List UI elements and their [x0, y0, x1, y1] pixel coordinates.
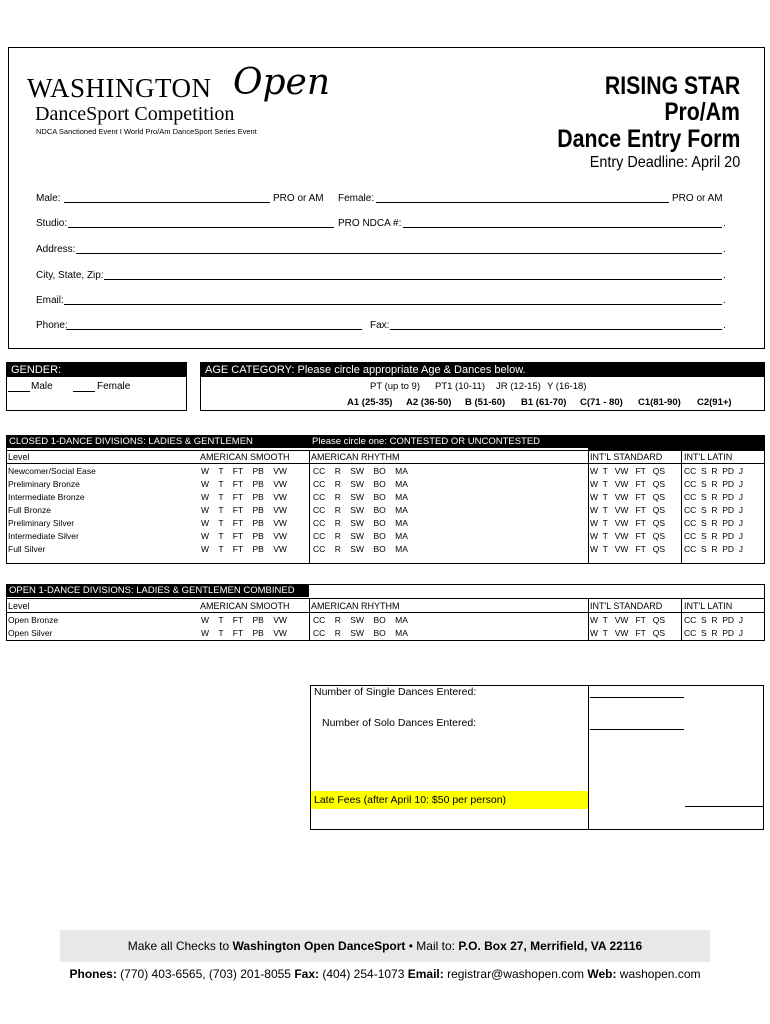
contested-note: Please circle one: CONTESTED OR UNCONTESTED: [309, 435, 588, 448]
phones-label: Phones:: [69, 967, 117, 981]
age-option-y[interactable]: Y (16-18): [547, 381, 587, 392]
city-state-zip-field[interactable]: [104, 271, 722, 280]
pro-ndca-field[interactable]: [403, 219, 722, 228]
fax-contact-value: (404) 254-1073: [319, 967, 408, 981]
open-row-smooth-dances[interactable]: W T FT PB VW: [201, 628, 287, 638]
closed-row-level-label: Full Silver: [8, 544, 46, 554]
closed-row-latin-dances[interactable]: CC S R PD J: [684, 479, 744, 489]
age-option-pt[interactable]: PT (up to 9): [370, 381, 420, 392]
col-divider: [309, 598, 310, 641]
closed-row-rhythm-dances[interactable]: CC R SW BO MA: [313, 531, 408, 541]
age-option-c[interactable]: C(71 - 80): [580, 397, 623, 408]
age-option-b[interactable]: B (51-60): [465, 397, 506, 408]
male-pro-or-am: PRO or AM: [273, 193, 324, 204]
gender-heading: GENDER:: [7, 363, 186, 377]
closed-row-standard-dances[interactable]: W T VW FT QS: [590, 479, 666, 489]
email-contact-value[interactable]: registrar@washopen.com: [443, 967, 588, 981]
single-dances-field[interactable]: [590, 697, 684, 698]
logo-open-script: Open: [233, 62, 331, 103]
field-end-dot: .: [723, 244, 726, 255]
open-divisions-heading: OPEN 1-DANCE DIVISIONS: LADIES & GENTLEMEN COMBINED: [6, 584, 309, 597]
solo-dances-field[interactable]: [590, 729, 684, 730]
email-contact-label: Email:: [407, 967, 444, 981]
late-fees-label: Late Fees (after April 10: $50 per person): [314, 794, 507, 806]
closed-row-latin-dances[interactable]: CC S R PD J: [684, 518, 744, 528]
open-row-rhythm-dances[interactable]: CC R SW BO MA: [313, 628, 408, 638]
pro-ndca-label: PRO NDCA #:: [338, 218, 402, 229]
late-fees-field[interactable]: [685, 806, 764, 807]
city-state-zip-label: City, State, Zip:: [36, 270, 104, 281]
age-category-heading: AGE CATEGORY: Please circle appropriate Age & Dances below.: [201, 363, 764, 377]
logo-tagline: NDCA Sanctioned Event I World Pro/Am DanceSport Series Event: [36, 127, 257, 136]
solo-dances-label: Number of Solo Dances Entered:: [322, 717, 477, 729]
entry-deadline: Entry Deadline: April 20: [589, 154, 740, 171]
open-latin-header: INT'L LATIN: [684, 601, 733, 611]
age-option-jr[interactable]: JR (12-15): [496, 381, 541, 392]
closed-row-standard-dances[interactable]: W T VW FT QS: [590, 466, 666, 476]
field-end-dot: .: [723, 320, 726, 331]
female-label: Female:: [338, 193, 375, 204]
mail-prefix: • Mail to:: [405, 939, 459, 953]
open-heading-rule: [6, 598, 765, 599]
field-end-dot: .: [723, 295, 726, 306]
closed-smooth-header: AMERICAN SMOOTH: [200, 452, 290, 462]
closed-row-smooth-dances[interactable]: W T FT PB VW: [201, 466, 287, 476]
closed-row-smooth-dances[interactable]: W T FT PB VW: [201, 492, 287, 502]
field-end-dot: .: [723, 270, 726, 281]
closed-heading-fill: [588, 435, 765, 450]
closed-row-level-label: Intermediate Bronze: [8, 492, 85, 502]
closed-row-rhythm-dances[interactable]: CC R SW BO MA: [313, 492, 408, 502]
open-smooth-header: AMERICAN SMOOTH: [200, 601, 290, 611]
closed-row-smooth-dances[interactable]: W T FT PB VW: [201, 518, 287, 528]
closed-rhythm-header: AMERICAN RHYTHM: [311, 452, 400, 462]
open-colhead-rule: [6, 612, 765, 613]
closed-row-level-label: Preliminary Bronze: [8, 479, 80, 489]
closed-row-standard-dances[interactable]: W T VW FT QS: [590, 544, 666, 554]
closed-row-rhythm-dances[interactable]: CC R SW BO MA: [313, 505, 408, 515]
form-title-line-1: RISING STAR: [604, 72, 740, 100]
open-rhythm-header: AMERICAN RHYTHM: [311, 601, 400, 611]
closed-row-latin-dances[interactable]: CC S R PD J: [684, 544, 744, 554]
closed-colhead-rule: [6, 463, 765, 464]
fax-contact-label: Fax:: [294, 967, 319, 981]
contact-line: [0, 967, 770, 981]
age-option-a2[interactable]: A2 (36-50): [406, 397, 452, 408]
female-pro-or-am: PRO or AM: [672, 193, 723, 204]
web-value[interactable]: washopen.com: [616, 967, 701, 981]
age-option-a1[interactable]: A1 (25-35): [347, 397, 393, 408]
open-row-level-label: Open Silver: [8, 628, 53, 638]
closed-row-smooth-dances[interactable]: W T FT PB VW: [201, 544, 287, 554]
closed-row-latin-dances[interactable]: CC S R PD J: [684, 531, 744, 541]
closed-row-rhythm-dances[interactable]: CC R SW BO MA: [313, 466, 408, 476]
closed-row-standard-dances[interactable]: W T VW FT QS: [590, 531, 666, 541]
closed-row-latin-dances[interactable]: CC S R PD J: [684, 466, 744, 476]
logo-subtitle: DanceSport Competition: [35, 103, 235, 125]
age-option-c1[interactable]: C1(81-90): [638, 397, 681, 408]
logo-wordmark: WASHINGTON: [27, 73, 212, 103]
closed-row-rhythm-dances[interactable]: CC R SW BO MA: [313, 479, 408, 489]
field-end-dot: .: [723, 218, 726, 229]
open-row-standard-dances[interactable]: W T VW FT QS: [590, 628, 666, 638]
closed-row-rhythm-dances[interactable]: CC R SW BO MA: [313, 544, 408, 554]
age-option-c2[interactable]: C2(91+): [697, 397, 732, 408]
gender-male-label: Male: [31, 381, 53, 392]
single-dances-label: Number of Single Dances Entered:: [314, 686, 477, 698]
open-row-rhythm-dances[interactable]: CC R SW BO MA: [313, 615, 408, 625]
closed-level-header: Level: [8, 452, 30, 462]
open-row-latin-dances[interactable]: CC S R PD J: [684, 615, 744, 625]
closed-row-rhythm-dances[interactable]: CC R SW BO MA: [313, 518, 408, 528]
gender-male-blank[interactable]: [8, 391, 30, 392]
fax-label: Fax:: [370, 320, 390, 331]
payment-instructions: [60, 939, 710, 953]
mail-address: P.O. Box 27, Merrifield, VA 22116: [458, 939, 643, 953]
closed-row-smooth-dances[interactable]: W T FT PB VW: [201, 531, 287, 541]
open-row-level-label: Open Bronze: [8, 615, 59, 625]
closed-row-standard-dances[interactable]: W T VW FT QS: [590, 518, 666, 528]
male-label: Male:: [36, 193, 61, 204]
open-row-smooth-dances[interactable]: W T FT PB VW: [201, 615, 287, 625]
male-field[interactable]: [64, 194, 270, 203]
open-row-latin-dances[interactable]: CC S R PD J: [684, 628, 744, 638]
closed-row-standard-dances[interactable]: W T VW FT QS: [590, 505, 666, 515]
address-label: Address:: [36, 244, 76, 255]
address-field[interactable]: [76, 245, 722, 254]
phones-value: (770) 403-6565, (703) 201-8055: [116, 967, 295, 981]
form-title-line-3: Dance Entry Form: [556, 125, 740, 153]
col-divider: [588, 450, 589, 564]
summary-divider: [588, 685, 589, 830]
closed-row-level-label: Preliminary Silver: [8, 518, 75, 528]
col-divider: [681, 598, 682, 641]
closed-latin-header: INT'L LATIN: [684, 452, 733, 462]
female-field[interactable]: [376, 194, 669, 203]
phone-label: Phone:: [36, 320, 68, 331]
col-divider: [681, 450, 682, 564]
fax-field[interactable]: [390, 321, 722, 330]
studio-field[interactable]: [68, 219, 334, 228]
closed-divisions-heading: CLOSED 1-DANCE DIVISIONS: LADIES & GENTLEMEN: [6, 435, 309, 448]
studio-label: Studio:: [36, 218, 68, 229]
web-label: Web:: [587, 967, 617, 981]
checks-payee: Washington Open DanceSport: [232, 939, 406, 953]
checks-prefix: Make all Checks to: [127, 939, 233, 953]
gender-female-blank[interactable]: [73, 391, 95, 392]
closed-row-latin-dances[interactable]: CC S R PD J: [684, 492, 744, 502]
open-level-header: Level: [8, 601, 30, 611]
email-label: Email:: [36, 295, 64, 306]
open-standard-header: INT'L STANDARD: [590, 601, 663, 611]
closed-row-level-label: Full Bronze: [8, 505, 51, 515]
open-row-standard-dances[interactable]: W T VW FT QS: [590, 615, 666, 625]
closed-row-smooth-dances[interactable]: W T FT PB VW: [201, 505, 287, 515]
closed-row-smooth-dances[interactable]: W T FT PB VW: [201, 479, 287, 489]
closed-row-standard-dances[interactable]: W T VW FT QS: [590, 492, 666, 502]
closed-standard-header: INT'L STANDARD: [590, 452, 663, 462]
form-title-line-2: Pro/Am: [664, 98, 740, 126]
gender-female-label: Female: [97, 381, 131, 392]
closed-row-latin-dances[interactable]: CC S R PD J: [684, 505, 744, 515]
phone-field[interactable]: [66, 321, 362, 330]
email-field[interactable]: [64, 296, 722, 305]
closed-row-level-label: Intermediate Silver: [8, 531, 79, 541]
col-divider: [309, 450, 310, 564]
col-divider: [588, 598, 589, 641]
closed-row-level-label: Newcomer/Social Ease: [8, 466, 96, 476]
age-option-pt1[interactable]: PT1 (10-11): [435, 381, 485, 392]
age-option-b1[interactable]: B1 (61-70): [521, 397, 567, 408]
